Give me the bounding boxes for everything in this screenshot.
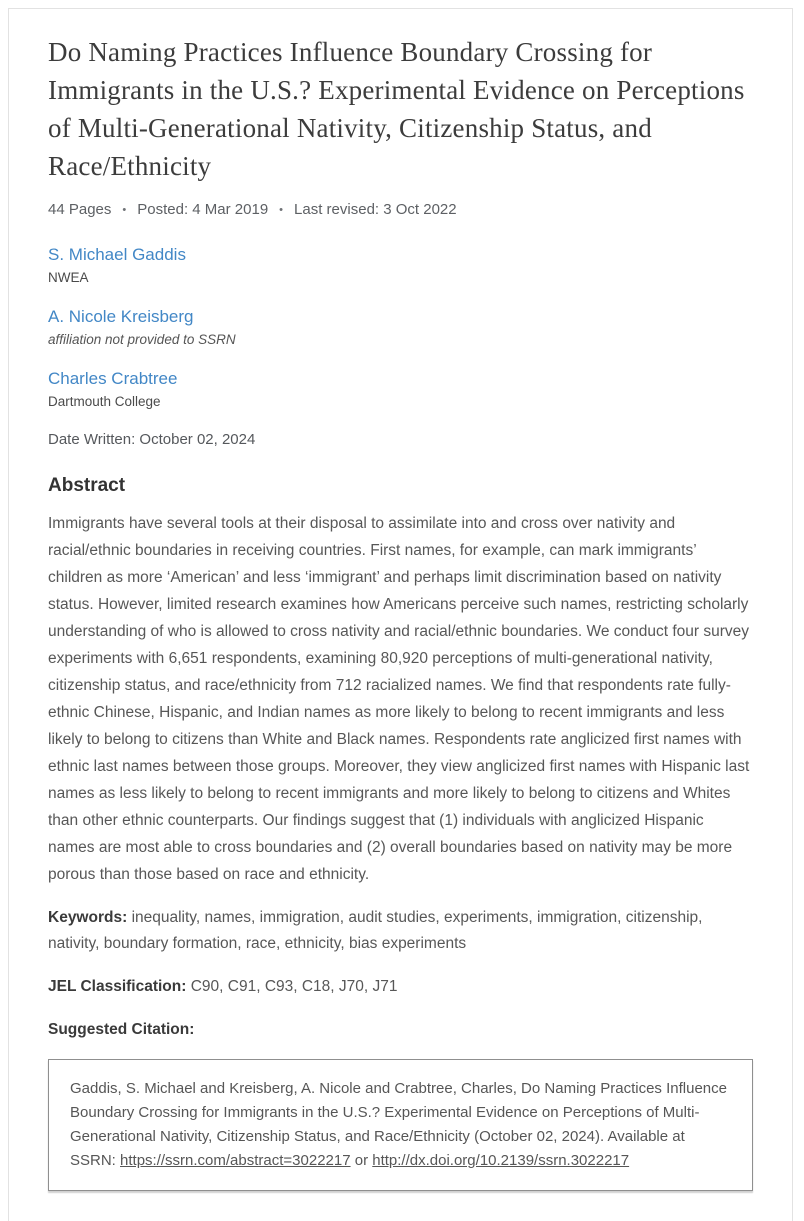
author-link-crabtree[interactable]: Charles Crabtree bbox=[48, 369, 178, 388]
citation-text: Gaddis, S. Michael and Kreisberg, A. Nicole and Crabtree, Charles, Do Naming Practices Influence Boundary Crossing for Immigrants in the U.S.? Experimental Evidence on Perceptions of Multi-Generational Nativity, Citizenship Status, and Race/Ethnicity (October 02, 2024). Available at SSRN: bbox=[70, 1080, 727, 1169]
date-written: Date Written: October 02, 2024 bbox=[48, 431, 256, 448]
citation-or-text: or bbox=[350, 1152, 373, 1169]
suggested-citation-heading: Suggested Citation: bbox=[48, 1021, 195, 1038]
author-block bbox=[48, 306, 753, 349]
keywords-label: Keywords: bbox=[48, 909, 128, 926]
meta-posted-date: Posted: 4 Mar 2019 bbox=[137, 201, 269, 218]
abstract-text: Immigrants have several tools at their disposal to assimilate into and cross over nativity and racial/ethnic boundaries in receiving countries. First names, for example, can mark immigrants’ children as more ‘American’ and less ‘immigrant’ and perhaps limit discrimination based on nativity status. However, limited research examines how Americans perceive such names, restricting scholarly understanding of who is allowed to cross nativity and racial/ethnic boundaries. We conduct four survey experiments with 6,651 respondents, examining 80,920 perceptions of multi-generational nativity, citizenship status, and race/ethnicity from 712 racialized names. We find that respondents rate fully-ethnic Chinese, Hispanic, and Indian names as more likely to belong to recent immigrants and less likely to belong to citizens than White and Black names. Respondents rate anglicized first names with ethnic last names between those groups. Moreover, they view anglicized first names with Hispanic last names as less likely to belong to recent immigrants and more likely to belong to citizens and Whites than other ethnic counterparts. Our findings suggest that (1) individuals with anglicized Hispanic names are most able to cross boundaries and (2) overall boundaries based on nativity may be more porous than those based on race and ethnicity. bbox=[48, 515, 750, 883]
citation-ssrn-link[interactable]: https://ssrn.com/abstract=3022217 bbox=[120, 1152, 351, 1169]
meta-separator-dot: • bbox=[122, 204, 127, 216]
author-link-kreisberg[interactable]: A. Nicole Kreisberg bbox=[48, 307, 194, 326]
suggested-citation-box bbox=[48, 1059, 753, 1191]
jel-label: JEL Classification: bbox=[48, 978, 187, 995]
jel-classification-row bbox=[48, 974, 753, 1000]
author-affiliation: Dartmouth College bbox=[48, 394, 161, 409]
citation-doi-link[interactable]: http://dx.doi.org/10.2139/ssrn.3022217 bbox=[372, 1152, 630, 1169]
jel-value: C90, C91, C93, C18, J70, J71 bbox=[190, 978, 398, 995]
author-block bbox=[48, 368, 753, 411]
author-affiliation: NWEA bbox=[48, 270, 89, 285]
abstract-heading: Abstract bbox=[48, 475, 126, 496]
paper-title: Do Naming Practices Influence Boundary Crossing for Immigrants in the U.S.? Experimental Evidence on Perceptions of Multi-Generational Nativity, Citizenship Status, and Race/Ethnicity bbox=[48, 37, 745, 181]
keywords-value: inequality, names, immigration, audit studies, experiments, immigration, citizenship, nativity, boundary formation, race, ethnicity, bias experiments bbox=[48, 909, 703, 952]
meta-last-revised-date: Last revised: 3 Oct 2022 bbox=[294, 201, 457, 218]
paper-meta-row bbox=[48, 201, 753, 218]
meta-separator-dot: • bbox=[279, 204, 284, 216]
author-list bbox=[48, 244, 753, 411]
meta-page-count: 44 Pages bbox=[48, 201, 112, 218]
paper-abstract-card bbox=[8, 8, 793, 1221]
keywords-row bbox=[48, 905, 753, 957]
author-block bbox=[48, 244, 753, 287]
author-link-gaddis[interactable]: S. Michael Gaddis bbox=[48, 245, 186, 264]
author-affiliation: affiliation not provided to SSRN bbox=[48, 332, 236, 347]
